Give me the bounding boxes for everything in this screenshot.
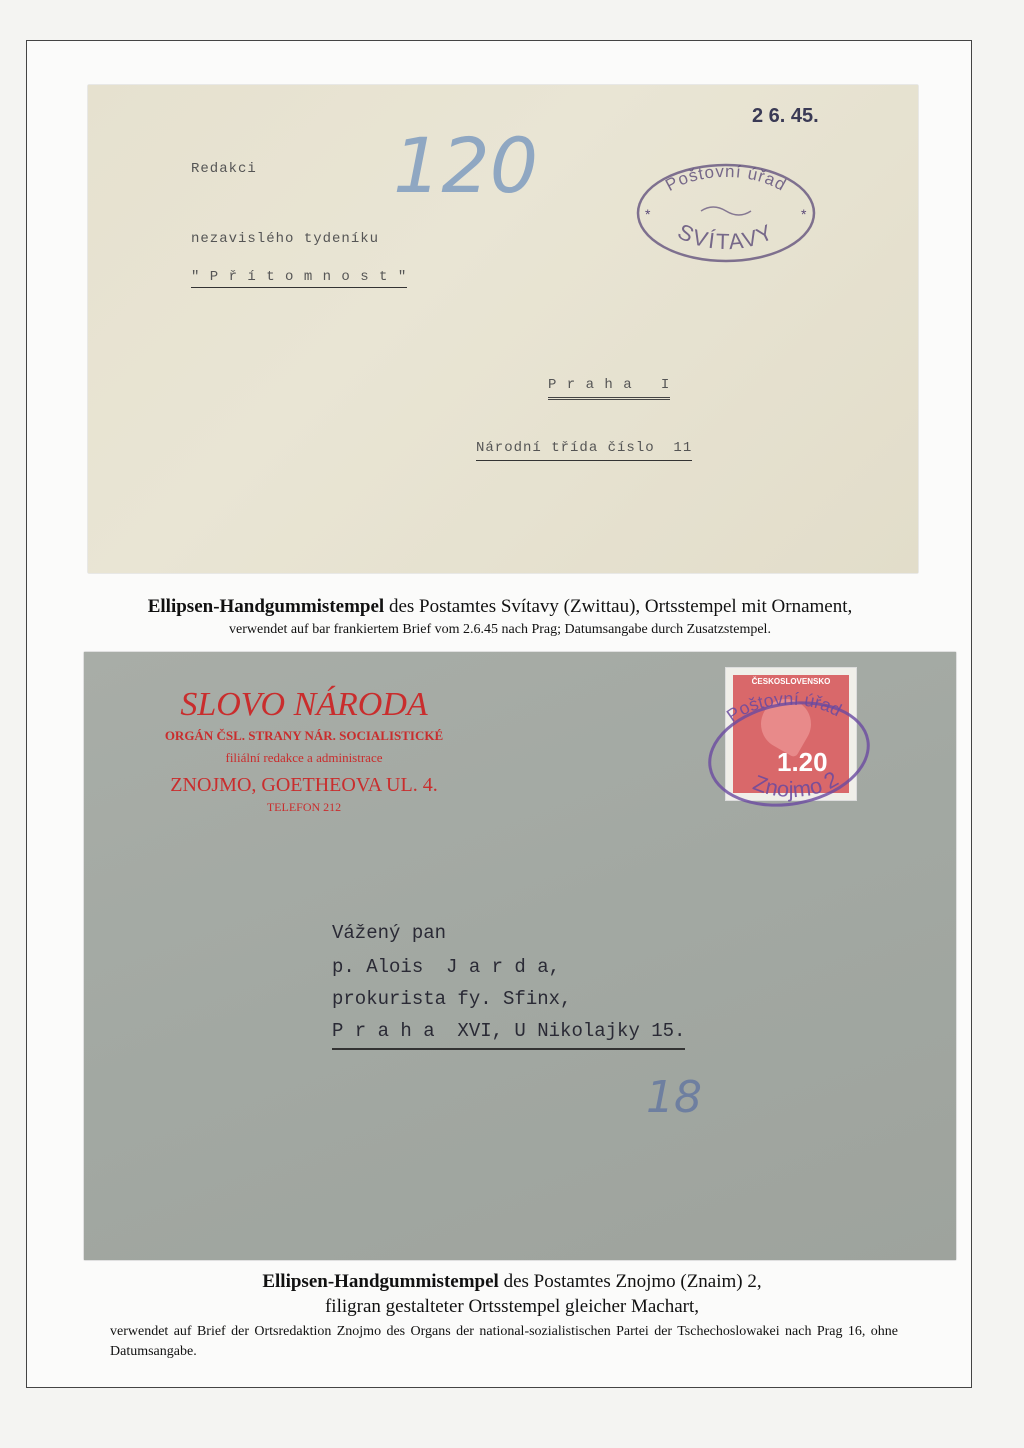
envelope-znojmo [84, 652, 956, 1260]
address-line-2: nezavislého tydeníku [191, 231, 380, 247]
address-line-5: Národní třída číslo 11 [476, 440, 692, 461]
letterhead-title: SLOVO NÁRODA [180, 686, 428, 723]
envelope-svitavy [88, 85, 918, 573]
znojmo-stamp-top: Poštovní úřad [722, 692, 845, 726]
address2-line-1: Vážený pan [332, 922, 447, 944]
address-line-1: Redakci [191, 161, 257, 177]
svitavy-stamp-top: Poštovní úřad [662, 161, 790, 195]
caption-2-line-2: filigran gestalteter Ortsstempel gleicher Machart, [324, 1296, 700, 1317]
svg-text:*: * [645, 206, 651, 222]
caption-1-rest: des Postamtes Svítavy (Zwittau), Ortsstempel mit Ornament, [384, 596, 853, 617]
svitavy-oval-postmark [631, 155, 821, 265]
caption-1-bold: Ellipsen-Handgummistempel [147, 596, 385, 617]
letterhead-line-1: ORGÁN ČSL. STRANY NÁR. SOCIALISTICKÉ [164, 728, 444, 743]
svitavy-stamp-bottom: SVÍTAVY [673, 218, 779, 255]
svg-text:*: * [801, 206, 807, 222]
address2-line-4: P r a h a XVI, U Nikolajky 15. [332, 1020, 685, 1050]
caption-2-line-1 [60, 1271, 964, 1293]
address2-line-2: p. Alois J a r d a, [332, 956, 561, 978]
address2-line-3: prokurista fy. Sfinx, [332, 988, 572, 1010]
stamp-value: 1.20 [777, 747, 828, 777]
svg-text:SVÍTAVY [674, 219, 778, 255]
caption-2-rest: des Postamtes Znojmo (Znaim) 2, [498, 1271, 762, 1292]
caption-2-line-3: verwendet auf Brief der Ortsredaktion Znojmo des Organs der national-sozialistischen Partei der Tschechoslowakei nach Prag 16, ohne Datumsangabe. [110, 1324, 898, 1359]
caption-2-bold: Ellipsen-Handgummistempel [262, 1271, 499, 1292]
svg-text:Poštovní úřad [723, 692, 845, 726]
znojmo-stamp-bottom: Znojmo 2 [749, 766, 843, 803]
letterhead-line-3: ZNOJMO, GOETHEOVA UL. 4. [170, 774, 438, 796]
date-stamp: 2 6. 45. [752, 105, 819, 127]
address-line-3: " P ř í t o m n o s t " [191, 269, 407, 288]
caption-1-line-1 [60, 596, 940, 618]
caption-1-line-2: verwendet auf bar frankiertem Brief vom 2.6.45 nach Prag; Datumsangabe durch Zusatzstempel. [229, 622, 771, 637]
address-line-4: P r a h a I [548, 377, 670, 400]
letterhead-line-4: TELEFON 212 [266, 800, 342, 814]
svg-text:Poštovní úřad [662, 162, 789, 195]
znojmo-oval-postmark [704, 692, 874, 812]
letterhead-line-2: filiální redakce a administrace [225, 750, 383, 765]
svg-text:Znojmo 2 [750, 766, 843, 802]
pencil-note: 120 [393, 121, 539, 210]
stamp-country: ČESKOSLOVENSKO [751, 677, 831, 686]
pencil-note-2: 18 [646, 1072, 702, 1123]
